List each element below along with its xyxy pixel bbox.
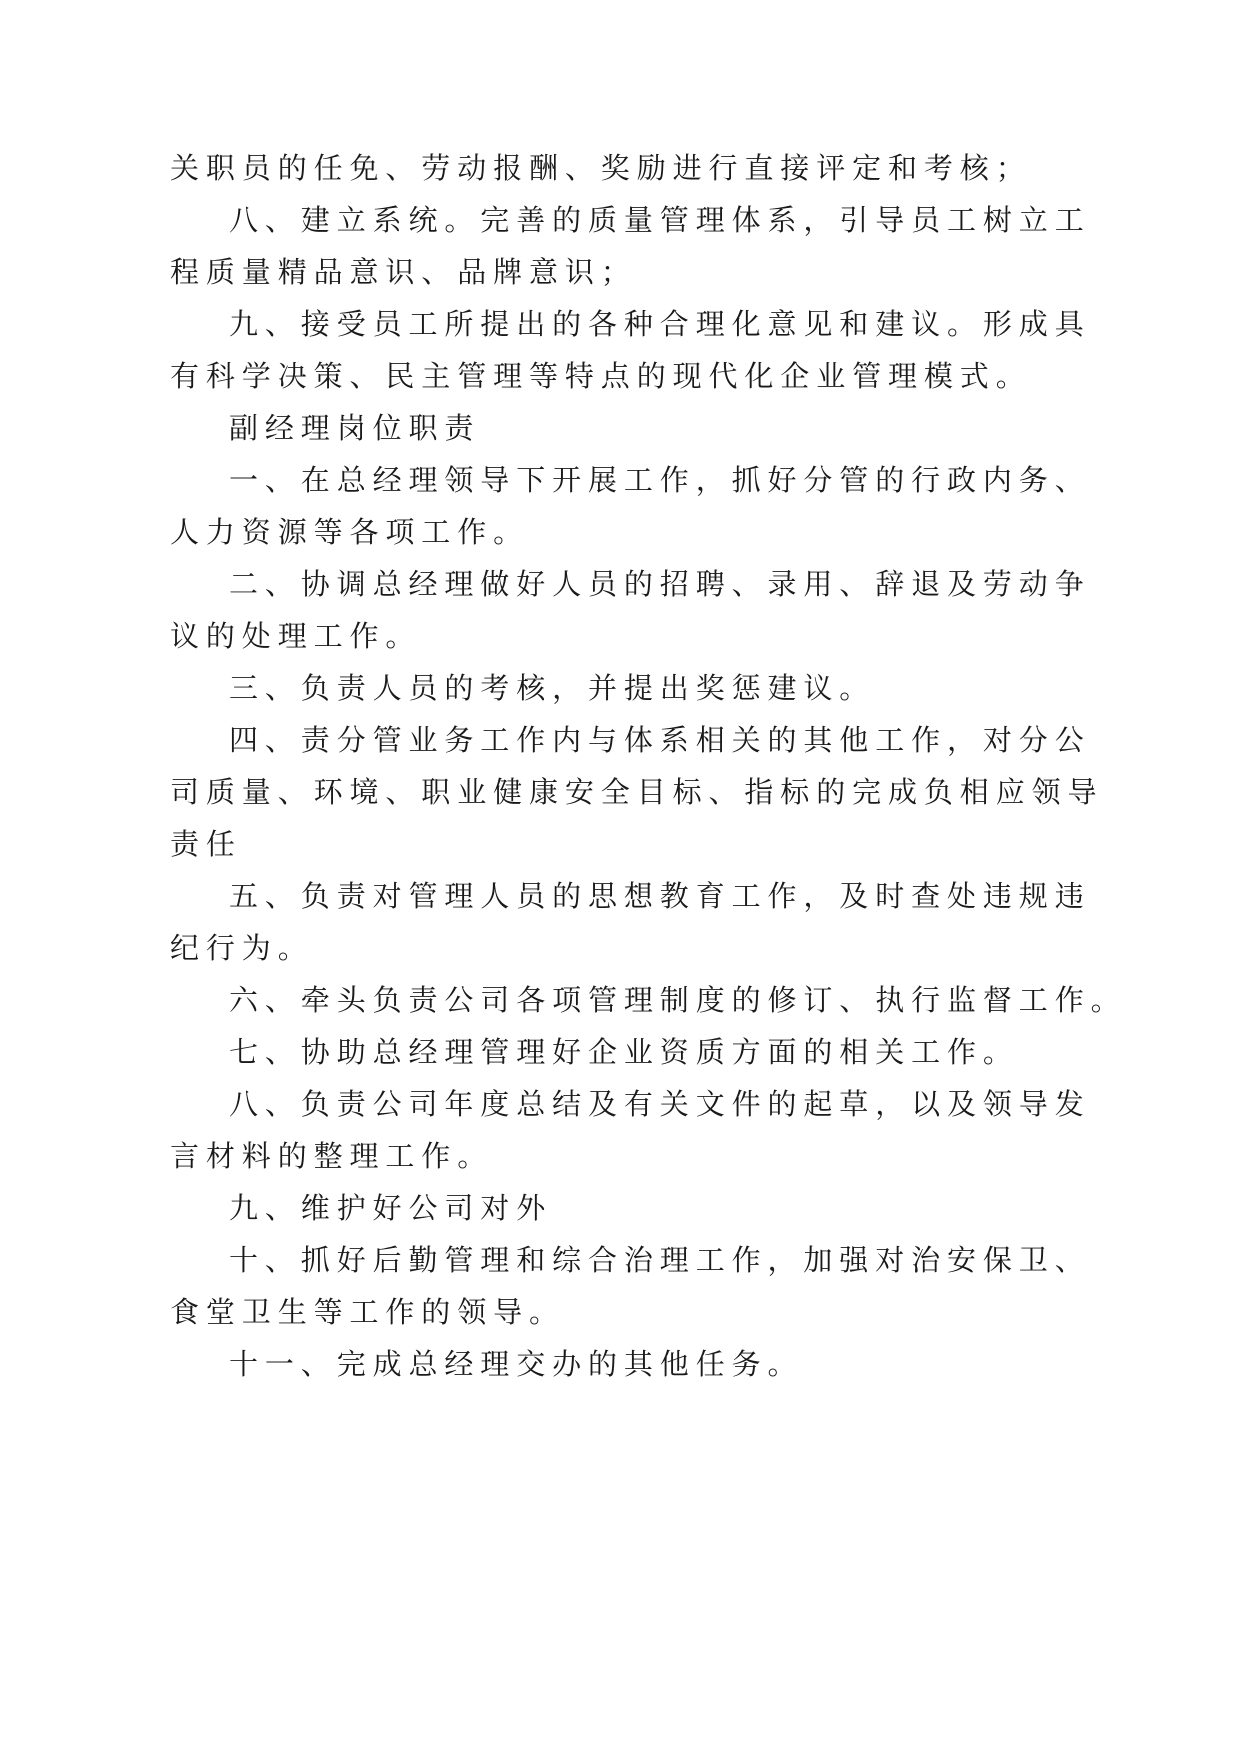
text-line: 言材料的整理工作。 bbox=[170, 1139, 494, 1173]
text-line: 十一、完成总经理交办的其他任务。 bbox=[229, 1347, 804, 1381]
text-line: 有科学决策、民主管理等特点的现代化企业管理模式。 bbox=[170, 359, 1032, 393]
text-line: 议的处理工作。 bbox=[170, 619, 422, 653]
text-line: 九、接受员工所提出的各种合理化意见和建议。形成具 bbox=[229, 307, 1091, 341]
text-line: 纪行为。 bbox=[170, 931, 314, 965]
text-line: 二、协调总经理做好人员的招聘、录用、辞退及劳动争 bbox=[229, 567, 1091, 601]
text-line: 程质量精品意识、品牌意识； bbox=[170, 255, 637, 289]
section-heading: 副经理岗位职责 bbox=[229, 411, 481, 445]
text-line: 三、负责人员的考核，并提出奖惩建议。 bbox=[229, 671, 876, 705]
text-line: 一、在总经理领导下开展工作，抓好分管的行政内务、 bbox=[229, 463, 1091, 497]
text-line: 四、责分管业务工作内与体系相关的其他工作，对分公 bbox=[229, 723, 1091, 757]
text-line: 食堂卫生等工作的领导。 bbox=[170, 1295, 565, 1329]
text-line: 六、牵头负责公司各项管理制度的修订、执行监督工作。 bbox=[229, 983, 1127, 1017]
text-line: 十、抓好后勤管理和综合治理工作，加强对治安保卫、 bbox=[229, 1243, 1091, 1277]
text-line: 关职员的任免、劳动报酬、奖励进行直接评定和考核； bbox=[170, 151, 1032, 185]
text-line: 七、协助总经理管理好企业资质方面的相关工作。 bbox=[229, 1035, 1019, 1069]
text-line: 司质量、环境、职业健康安全目标、指标的完成负相应领导 bbox=[170, 775, 1104, 809]
text-line: 八、建立系统。完善的质量管理体系，引导员工树立工 bbox=[229, 203, 1091, 237]
text-line: 八、负责公司年度总结及有关文件的起草，以及领导发 bbox=[229, 1087, 1091, 1121]
text-line: 责任 bbox=[170, 827, 242, 861]
text-line: 人力资源等各项工作。 bbox=[170, 515, 530, 549]
text-line: 九、维护好公司对外 bbox=[229, 1191, 553, 1225]
text-line: 五、负责对管理人员的思想教育工作，及时查处违规违 bbox=[229, 879, 1091, 913]
